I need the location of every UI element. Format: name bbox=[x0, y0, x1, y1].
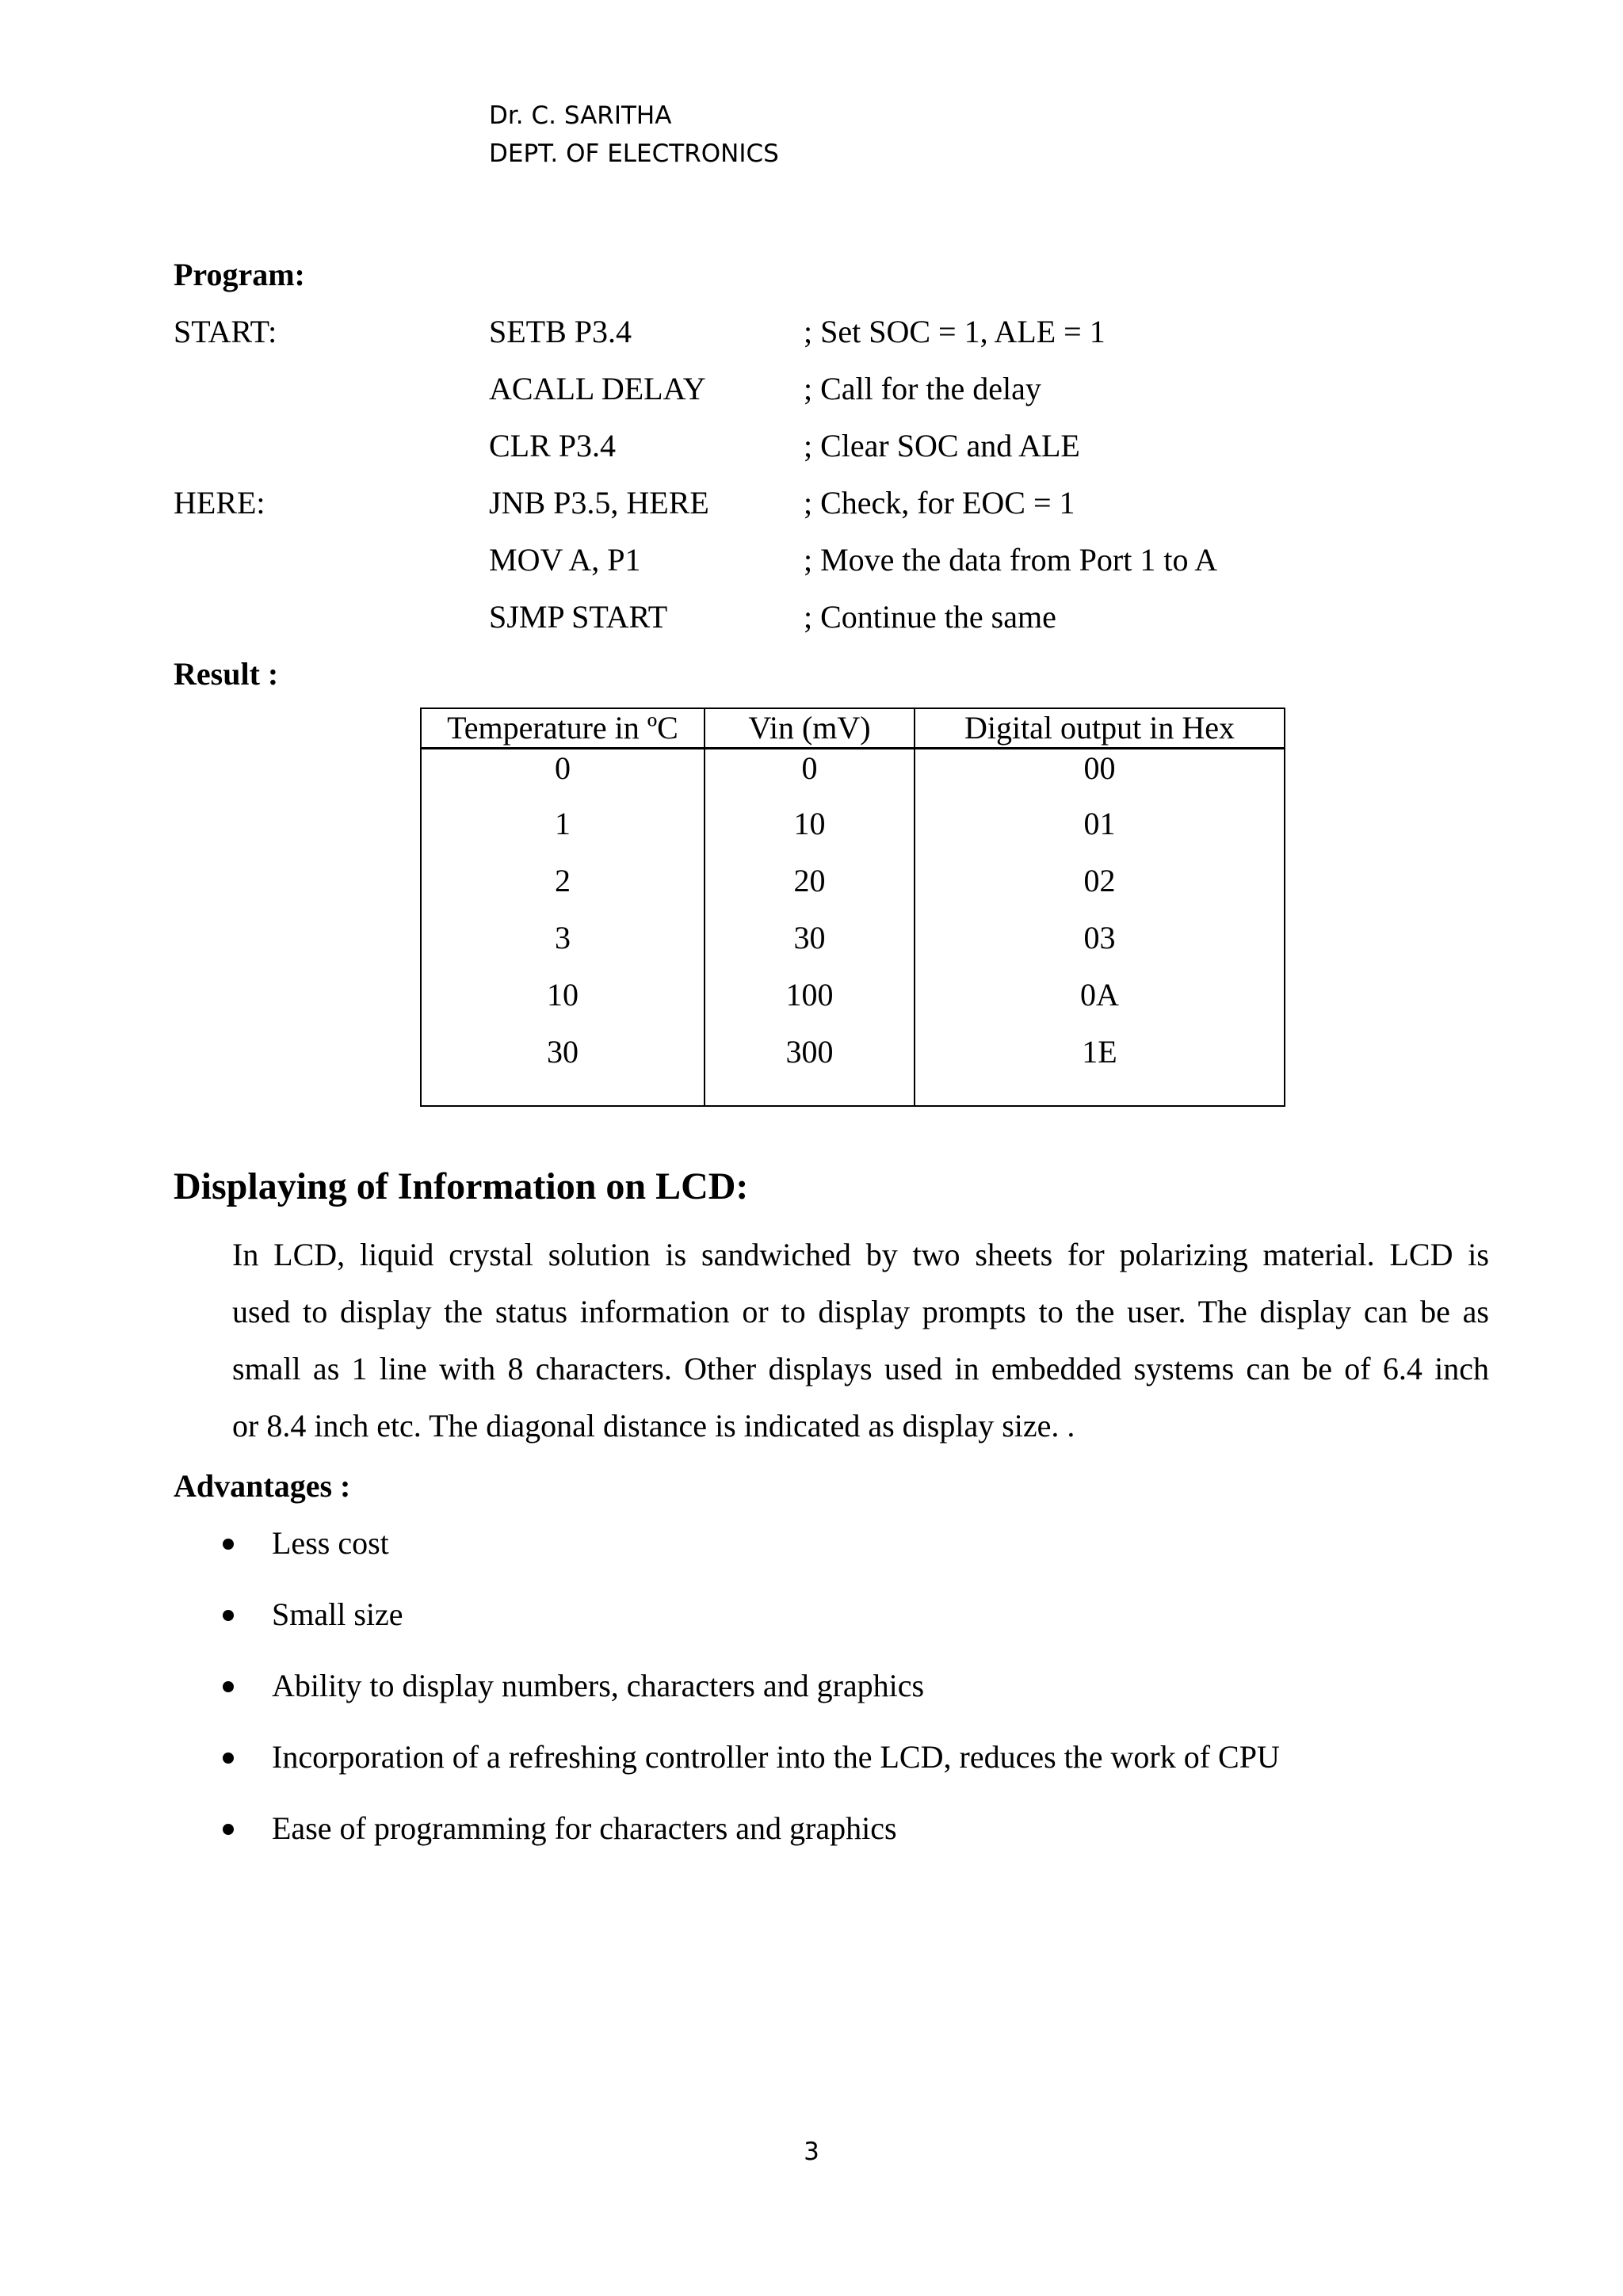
table-empty-cell bbox=[421, 1084, 705, 1106]
table-cell: 100 bbox=[705, 976, 915, 1033]
program-label: Program: bbox=[174, 257, 305, 292]
program-line bbox=[0, 598, 1623, 655]
header-department: DEPT. OF ELECTRONICS bbox=[489, 139, 779, 168]
paragraph-line: In LCD, liquid crystal solution is sandwiched by two sheets for polarizing material. LCD is bbox=[232, 1237, 1489, 1272]
program-line bbox=[0, 427, 1623, 484]
table-cell: 0 bbox=[421, 749, 705, 806]
paragraph-line: used to display the status information or to display prompts to the user. The display can be as bbox=[232, 1294, 1489, 1329]
program-line-instruction: ACALL DELAY bbox=[489, 371, 706, 406]
advantages-list bbox=[0, 1524, 1623, 1881]
column-header-digital-output: Digital output in Hex bbox=[915, 708, 1285, 749]
advantages-label: Advantages : bbox=[174, 1468, 351, 1504]
program-line-comment: ; Check, for EOC = 1 bbox=[804, 485, 1075, 521]
table-empty-cell bbox=[705, 1084, 915, 1106]
table-cell: 02 bbox=[915, 862, 1285, 919]
program-line bbox=[0, 313, 1623, 370]
list-item-text: Small size bbox=[272, 1596, 403, 1632]
program-line bbox=[0, 370, 1623, 427]
program-line bbox=[0, 541, 1623, 598]
table-row bbox=[421, 976, 1285, 1033]
table-empty-row bbox=[421, 1084, 1285, 1106]
column-header-vin: Vin (mV) bbox=[705, 708, 915, 749]
table-cell: 10 bbox=[421, 976, 705, 1033]
program-line bbox=[0, 484, 1623, 541]
table-row bbox=[421, 805, 1285, 862]
result-label: Result : bbox=[174, 656, 279, 692]
program-line-instruction: CLR P3.4 bbox=[489, 428, 617, 463]
list-item bbox=[0, 1738, 1623, 1810]
paragraph-line: or 8.4 inch etc. The diagonal distance is indicated as display size. . bbox=[232, 1408, 1075, 1444]
list-item-text: Ease of programming for characters and graphics bbox=[272, 1810, 897, 1846]
bullet-icon bbox=[223, 1610, 234, 1621]
program-line-instruction: SETB P3.4 bbox=[489, 314, 632, 349]
table-row bbox=[421, 1033, 1285, 1084]
program-line-label: START: bbox=[174, 314, 277, 349]
bullet-icon bbox=[223, 1824, 234, 1835]
table-cell: 01 bbox=[915, 805, 1285, 862]
table-cell: 3 bbox=[421, 919, 705, 976]
program-line-comment: ; Call for the delay bbox=[804, 371, 1041, 406]
table-cell: 10 bbox=[705, 805, 915, 862]
table-cell: 03 bbox=[915, 919, 1285, 976]
lcd-section-heading: Displaying of Information on LCD: bbox=[174, 1165, 749, 1207]
program-line-instruction: MOV A, P1 bbox=[489, 542, 641, 578]
page-number: 3 bbox=[804, 2138, 819, 2166]
table-cell: 30 bbox=[421, 1033, 705, 1084]
paragraph-line: small as 1 line with 8 characters. Other displays used in embedded systems can be of 6.4 inch bbox=[232, 1351, 1489, 1386]
table-row bbox=[421, 919, 1285, 976]
table-cell: 300 bbox=[705, 1033, 915, 1084]
list-item-text: Less cost bbox=[272, 1525, 389, 1561]
table-cell: 30 bbox=[705, 919, 915, 976]
bullet-icon bbox=[223, 1753, 234, 1764]
page-header bbox=[489, 97, 779, 173]
program-line-comment: ; Clear SOC and ALE bbox=[804, 428, 1080, 463]
list-item bbox=[0, 1810, 1623, 1881]
bullet-icon bbox=[223, 1681, 234, 1692]
list-item bbox=[0, 1667, 1623, 1738]
table-cell: 1 bbox=[421, 805, 705, 862]
table-cell: 00 bbox=[915, 749, 1285, 806]
lcd-paragraph bbox=[232, 1226, 1489, 1455]
table-cell: 20 bbox=[705, 862, 915, 919]
result-table bbox=[420, 707, 1285, 1107]
list-item bbox=[0, 1524, 1623, 1596]
list-item bbox=[0, 1596, 1623, 1667]
table-row bbox=[421, 862, 1285, 919]
table-cell: 0A bbox=[915, 976, 1285, 1033]
table-header-row bbox=[421, 708, 1285, 749]
program-line-instruction: SJMP START bbox=[489, 599, 668, 635]
table-cell: 2 bbox=[421, 862, 705, 919]
table-cell: 0 bbox=[705, 749, 915, 806]
table-empty-cell bbox=[915, 1084, 1285, 1106]
bullet-icon bbox=[223, 1539, 234, 1550]
program-line-instruction: JNB P3.5, HERE bbox=[489, 485, 709, 521]
program-line-comment: ; Move the data from Port 1 to A bbox=[804, 542, 1218, 578]
program-line-comment: ; Continue the same bbox=[804, 599, 1056, 635]
list-item-text: Incorporation of a refreshing controller into the LCD, reduces the work of CPU bbox=[272, 1739, 1280, 1775]
program-line-label: HERE: bbox=[174, 485, 265, 521]
column-header-temperature: Temperature in ºC bbox=[421, 708, 705, 749]
header-author: Dr. C. SARITHA bbox=[489, 101, 672, 130]
list-item-text: Ability to display numbers, characters and graphics bbox=[272, 1668, 925, 1703]
table-cell: 1E bbox=[915, 1033, 1285, 1084]
table-row bbox=[421, 749, 1285, 806]
program-line-comment: ; Set SOC = 1, ALE = 1 bbox=[804, 314, 1106, 349]
